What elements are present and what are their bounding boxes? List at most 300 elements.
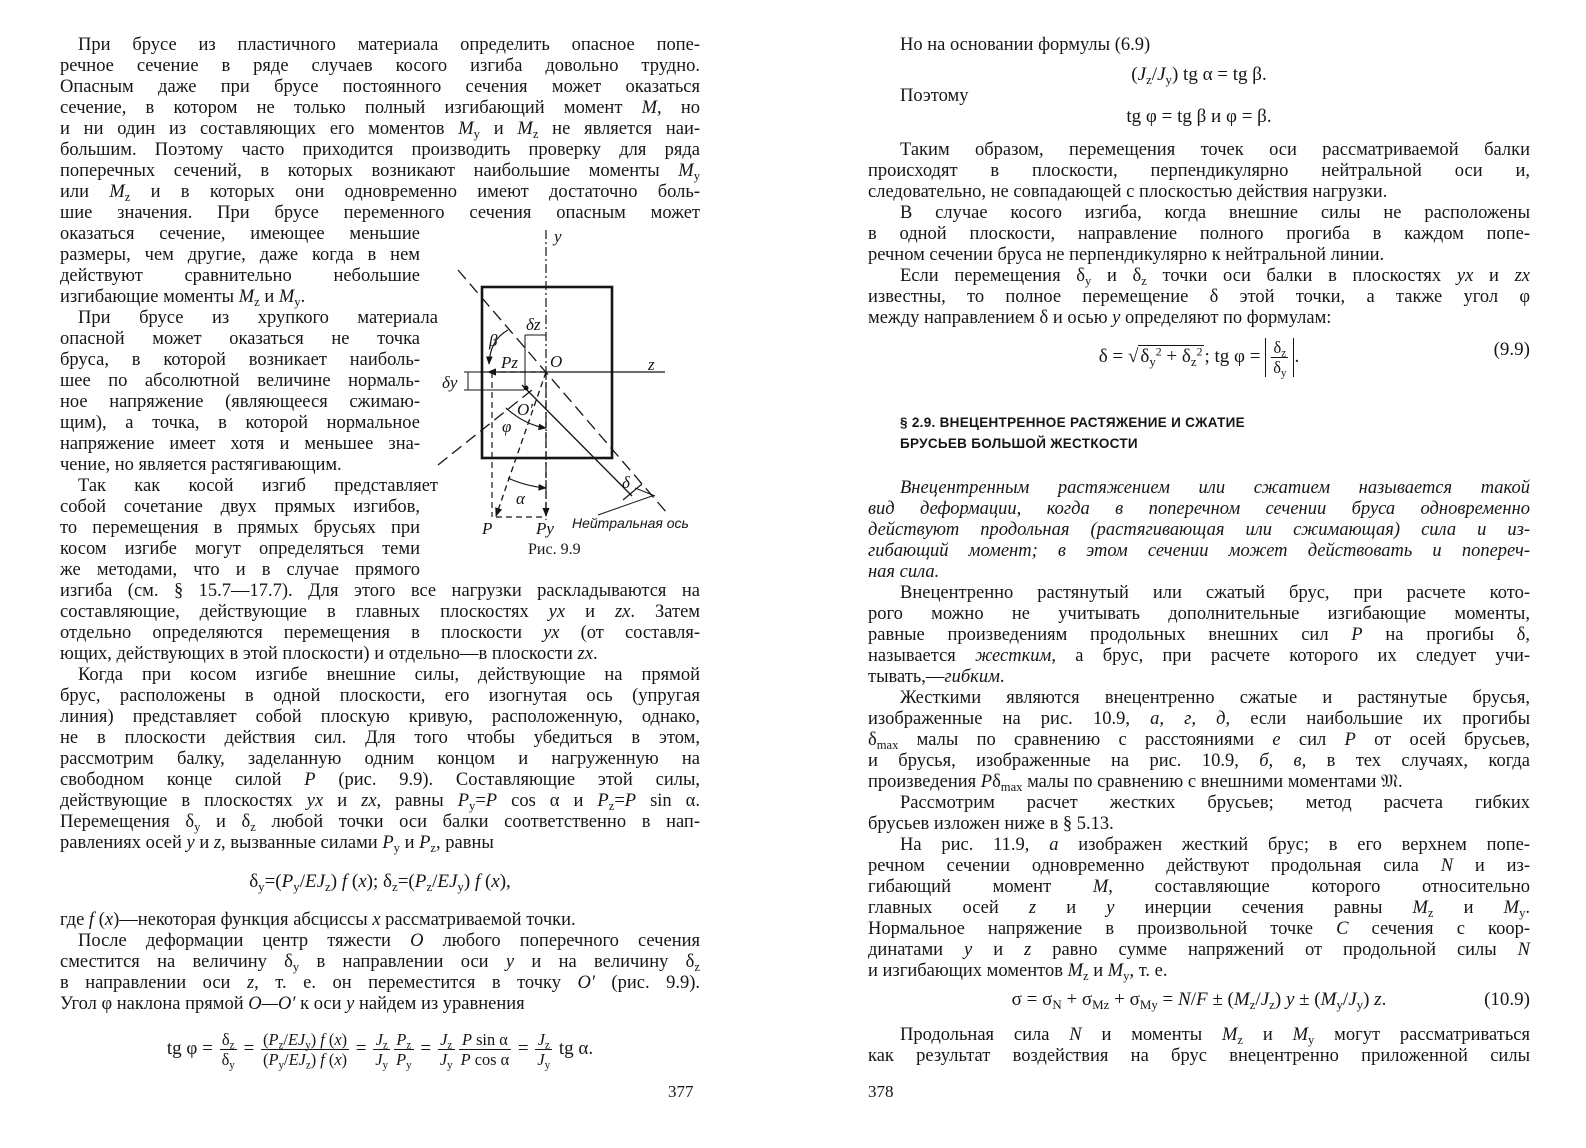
text-line: косом изгибе могут определяться теми [60, 539, 420, 559]
displaced-axis-line [522, 385, 632, 496]
text-run: ) [463, 871, 475, 892]
text-run: , т. е. [1129, 961, 1168, 981]
text-run: =( [397, 871, 415, 892]
text-run: и моменты [1081, 1025, 1222, 1045]
text-run: / [1255, 989, 1261, 1010]
text-run: рассматриваемой точки. [380, 910, 576, 930]
text-run: / [299, 871, 305, 892]
formula-line [868, 338, 1530, 380]
text-run: и δ [1091, 266, 1142, 286]
text-run: , а брус, при расчете которого их следует учи- [1051, 646, 1531, 666]
italic-symbol: y [1285, 989, 1295, 1010]
text-run: ) [310, 1030, 321, 1049]
text-run: равно сумме напряжений от продольной силы [1031, 940, 1518, 960]
text-run: ) [1363, 989, 1375, 1010]
subscript: z [430, 840, 436, 855]
text-line [60, 973, 700, 994]
text-run: равные произведениям продольных внешних сил [868, 625, 1352, 645]
text-line [868, 1025, 1530, 1046]
text-run: инерции сечения равны [1114, 898, 1413, 918]
definition-paragraph [868, 478, 1530, 583]
text-run: и [479, 119, 518, 139]
text-run: в направлении оси [60, 973, 247, 993]
italic-symbol: M [458, 119, 474, 139]
italic-symbol: yx [543, 623, 560, 643]
text-run: / [1190, 989, 1196, 1010]
text-run: на прогибы δ, [1362, 625, 1531, 645]
subscript: z [1146, 71, 1152, 87]
italic-symbol: M [1503, 898, 1520, 918]
subscript: z [532, 126, 539, 141]
text-run: точки оси балки в плоскостях [1146, 266, 1457, 286]
text-line [868, 541, 1530, 562]
text-line: ное напряжение (являющееся сжимаю- [60, 392, 420, 412]
formula-line [60, 1030, 700, 1072]
beta-label: β [489, 331, 498, 350]
text-run: . [1525, 898, 1531, 918]
text-run: и ни один из составляющих его моментов [60, 119, 459, 139]
text-run: / [1342, 989, 1349, 1010]
text-line: В случае косого изгиба, когда внешние силы не расположены [900, 203, 1530, 223]
text-line [60, 812, 700, 833]
italic-symbol: гибким [944, 667, 1000, 687]
subscript: y [305, 1039, 311, 1052]
text-run: ) tg α = tg β. [1171, 64, 1267, 85]
paragraph [868, 86, 1530, 107]
text-run: сечения с коор- [1348, 919, 1530, 939]
text-run: δ [1140, 345, 1150, 367]
subscript: z [1427, 905, 1434, 920]
formula-deflections [60, 870, 700, 894]
italic-symbol: J [439, 1050, 448, 1069]
text-run: поперечных сечений, в которых возникают наибольшие моменты [60, 161, 679, 181]
subscript: Mz [1092, 996, 1110, 1012]
italic-symbol: M [1233, 989, 1250, 1010]
numerator [438, 1030, 455, 1050]
absolute-value [1265, 338, 1294, 380]
fraction [459, 1030, 511, 1069]
alpha-label: α [516, 489, 525, 508]
subscript: y [1165, 71, 1172, 87]
italic-symbol: N [1178, 989, 1191, 1010]
text-line: речном сечении бруса не перпендикулярно к нейтральной линии. [868, 245, 1385, 265]
text-line [868, 478, 1530, 499]
text-line [868, 667, 1530, 688]
subscript: y [469, 798, 476, 813]
italic-symbol: zx [1514, 266, 1530, 286]
text-line [60, 770, 700, 791]
subscript: y [1308, 1032, 1315, 1047]
text-line: При брусе из хрупкого материала [78, 308, 438, 328]
numerator [535, 1030, 552, 1050]
text-run: малы по сравнению с внешними моментами 𝔐. [1022, 772, 1403, 792]
subscript: z [1190, 353, 1197, 369]
text-run: или [60, 182, 110, 202]
text-run: , составляющие которого относительно [1108, 877, 1530, 897]
z-axis-label: z [648, 355, 655, 374]
text-run: и [972, 940, 1025, 960]
italic-symbol: x [334, 1030, 342, 1049]
text-run: могут рассматриваться [1314, 1025, 1530, 1045]
formula-line [868, 105, 1530, 129]
text-run: и [259, 287, 279, 307]
formula-9-9 [868, 338, 1530, 380]
italic-symbol: f [341, 871, 348, 892]
text-run: . [1294, 345, 1300, 367]
paragraph [868, 140, 1530, 203]
text-line [60, 602, 700, 623]
text-run: отдельно определяются перемещения в плоскости [60, 623, 544, 643]
force-pz-label: Pz [501, 353, 518, 372]
subscript: y [292, 959, 300, 974]
italic-symbol: M [278, 287, 295, 307]
superscript: 2 [1155, 345, 1162, 359]
text-run: / [283, 1030, 288, 1049]
text-run: действующие в плоскостях [60, 791, 307, 811]
text-run: . [300, 287, 306, 307]
italic-symbol: M [1221, 1025, 1238, 1045]
text-line: Но на основании формулы (6.9) [900, 35, 1151, 55]
italic-symbol: а [1049, 835, 1059, 855]
text-run: . Затем [630, 602, 700, 622]
text-run: δ [868, 730, 877, 750]
italic-symbol: EJ [287, 1030, 306, 1049]
fraction [220, 1030, 237, 1072]
subscript: z [250, 819, 256, 834]
italic-symbol: J [1137, 64, 1147, 85]
italic-symbol: а, г, д [1150, 709, 1226, 729]
italic-symbol: M [517, 119, 533, 139]
numerator [261, 1030, 349, 1050]
text-line: рассмотрим балку, заделанную одним концом и нагруженную на [60, 749, 700, 769]
subscript: y [693, 168, 700, 183]
text-run: и из- [1453, 856, 1530, 876]
subscript: y [258, 878, 265, 894]
italic-symbol: f [320, 1030, 325, 1049]
text-run: . [592, 644, 598, 664]
text-line: шие значения. При брусе переменного сечения опасным может [60, 203, 700, 223]
italic-symbol: Внецентренным растяжением или сжатием называется такой [900, 478, 1530, 498]
italic-symbol: P [382, 833, 394, 853]
text-run: гибающий момент [868, 877, 1093, 897]
text-line [60, 182, 700, 203]
text-line [868, 940, 1530, 961]
text-run: δ [992, 772, 1001, 792]
text-run: называется [868, 646, 976, 666]
subscript: max [876, 737, 899, 752]
text-line: не в плоскости действия сил. Для того чтобы убедиться в этом, [60, 728, 700, 748]
text-run: ( [324, 1030, 335, 1049]
text-run: равлениях осей [60, 833, 187, 853]
text-run: (рис. 9.9). Составляющие этой силы, [315, 770, 701, 790]
italic-symbol: f [88, 910, 95, 930]
text-line [60, 287, 420, 308]
italic-symbol: P [1351, 625, 1363, 645]
text-run: ± ( [1207, 989, 1234, 1010]
text-line: бруса, в которой возникает наиболь- [60, 350, 420, 370]
italic-symbol: P [414, 871, 427, 892]
text-run: речном сечении одновременно действуют продольная сила [868, 856, 1441, 876]
text-line: действуют сравнительно небольшие [60, 266, 420, 286]
text-line [868, 961, 1530, 982]
italic-symbol: P [624, 791, 637, 811]
subscript: y [1519, 905, 1526, 920]
italic-symbol: гибающий момент; в этом сечении может действовать и попереч- [868, 541, 1530, 561]
text-run: + δ [1161, 345, 1191, 367]
text-run: (от составля- [559, 623, 700, 643]
text-line: известны, то полное перемещение δ этой точки, а также угол φ [868, 287, 1530, 307]
text-line: линия) представляет собой плоскую кривую, расположенную, однако, [60, 707, 700, 727]
text-run: δ = [1098, 345, 1128, 367]
italic-symbol: yx [306, 791, 324, 811]
text-line: брусьев изложен ниже в § 5.13. [868, 814, 1114, 834]
italic-symbol: J [537, 1050, 545, 1069]
subscript: z [544, 1039, 550, 1052]
italic-symbol: x [372, 910, 381, 930]
text-line: шее по абсолютной величине нормаль- [60, 371, 420, 391]
neutral-axis-label: Нейтральная ось [572, 515, 689, 531]
subscript: z [1141, 273, 1147, 288]
italic-symbol: F [1195, 989, 1208, 1010]
italic-symbol: O′ [577, 973, 595, 993]
subscript: y [406, 1059, 412, 1072]
italic-symbol: J [1157, 64, 1166, 85]
page-number: 377 [668, 1082, 694, 1101]
text-run: cos α [470, 1050, 510, 1069]
text-line: Когда при косом изгибе внешние силы, действующие на прямой [78, 665, 700, 685]
subscript: y [393, 840, 400, 855]
text-run: = [614, 791, 625, 811]
text-line [868, 625, 1530, 646]
text-line [60, 791, 700, 812]
italic-symbol: P [396, 1050, 407, 1069]
neutral-axis-line [458, 270, 667, 513]
italic-symbol: x [491, 871, 500, 892]
text-line [60, 119, 700, 140]
text-line [868, 919, 1530, 940]
text-line [60, 833, 700, 854]
fraction [261, 1030, 349, 1072]
denominator [373, 1050, 390, 1072]
italic-symbol: O—O′ [248, 994, 296, 1014]
text-run: + σ [1109, 989, 1140, 1010]
text-run: , если наибольшие их прогибы [1225, 709, 1531, 729]
text-line [60, 623, 700, 644]
subscript: z [406, 1039, 412, 1052]
text-run: и [1473, 266, 1515, 286]
page-number: 378 [868, 1082, 894, 1101]
equation-number: (9.9) [1493, 339, 1530, 360]
fraction [535, 1030, 552, 1072]
subscript: y [293, 878, 300, 894]
subscript: y [1123, 968, 1130, 983]
text-run: ( [1131, 64, 1138, 85]
text-run: изображен жесткий брус; в его верхнем попе- [1058, 835, 1531, 855]
text-run: главных осей [868, 898, 1029, 918]
text-line: Внецентренно растянутый или сжатый брус, при расчете кото- [900, 583, 1530, 603]
text-run: где [60, 910, 89, 930]
text-run: = [351, 1037, 372, 1059]
text-run: ( [263, 1030, 269, 1049]
italic-symbol: M [1067, 961, 1083, 981]
italic-symbol: N [1069, 1025, 1082, 1045]
italic-symbol: J [1260, 989, 1270, 1010]
subscript: z [694, 959, 700, 974]
subscript: z [305, 1059, 311, 1072]
text-run: cos α и [497, 791, 598, 811]
text-line: в одной плоскости, направление полного прогиба в каждом попе- [868, 224, 1530, 244]
text-run: / [284, 1050, 289, 1069]
text-run: сил [1280, 730, 1345, 750]
italic-symbol: M [1412, 898, 1428, 918]
formula-line [868, 988, 1530, 1012]
text-run: Угол φ наклона прямой [60, 994, 249, 1014]
italic-symbol: y [346, 994, 355, 1014]
italic-symbol: P [460, 1050, 471, 1069]
subscript: y [194, 819, 201, 834]
y-axis-label: y [554, 227, 562, 246]
text-run: ± ( [1294, 989, 1321, 1010]
italic-symbol: O [410, 931, 424, 951]
text-line [868, 308, 1530, 329]
text-line: размеры, чем другие, даже когда в нем [60, 245, 420, 265]
text-line: то перемещения в прямых брусьях при [60, 518, 420, 538]
italic-symbol: J [537, 1030, 545, 1049]
italic-symbol: f [320, 1050, 325, 1069]
figure-caption: Рис. 9.9 [528, 541, 581, 558]
paragraph [60, 665, 700, 854]
subscript: z [608, 798, 615, 813]
text-run: ( [480, 871, 492, 892]
text-line [868, 835, 1530, 856]
subscript: N [1052, 996, 1062, 1012]
text-line: Так как косой изгиб представляет [78, 476, 438, 496]
text-run: любого поперечного сечения [423, 931, 701, 951]
italic-symbol: P [268, 1050, 279, 1069]
right-page [793, 0, 1586, 1148]
text-run: и [1433, 898, 1504, 918]
text-line [868, 730, 1530, 751]
text-line: чение, но является растягивающим. [60, 455, 342, 475]
text-run: ); δ [366, 871, 392, 892]
italic-symbol: M [238, 287, 255, 307]
text-line [868, 520, 1530, 541]
paragraph [868, 35, 1530, 56]
text-line [60, 952, 700, 973]
formula-tg-phi [60, 1030, 700, 1072]
text-line: собой сочетание двух прямых изгибов, [60, 497, 420, 517]
text-run: не является наи- [538, 119, 700, 139]
text-line: Поэтому [900, 86, 969, 106]
fraction [438, 1030, 455, 1072]
text-run: δ [1273, 358, 1281, 377]
text-run: = [238, 1037, 260, 1059]
subscript: My [1139, 996, 1158, 1012]
italic-symbol: P [281, 871, 294, 892]
italic-symbol: C [1336, 919, 1349, 939]
paragraph [60, 910, 700, 931]
text-line [868, 751, 1530, 772]
italic-symbol: z [246, 973, 255, 993]
text-run: tg φ = tg β и φ = β. [1126, 106, 1272, 127]
italic-symbol: M [641, 98, 658, 118]
text-line [868, 499, 1530, 520]
italic-symbol: P [304, 770, 316, 790]
italic-symbol: J [375, 1030, 383, 1049]
text-run: и на величину δ [514, 952, 695, 972]
text-line [60, 910, 700, 931]
text-run: малы по сравнению с расстояниями [898, 730, 1273, 750]
text-line: речное сечение в ряде случаев косого изгиба довольно трудно. [60, 56, 700, 76]
subscript: max [1000, 779, 1023, 794]
text-line: щим), а точка, в которой нормальное [60, 413, 420, 433]
text-line [868, 772, 1530, 793]
formula-line [60, 870, 700, 894]
subscript: y [1149, 353, 1156, 369]
text-run: ( [263, 1050, 269, 1069]
italic-symbol: J [440, 1030, 448, 1049]
italic-symbol: yx [1456, 266, 1474, 286]
text-run: sin α [471, 1030, 508, 1049]
subscript: y [1280, 367, 1287, 380]
fraction [1271, 338, 1288, 380]
displaced-origin-label: O′ [517, 400, 533, 419]
text-line: Рассмотрим расчет жестких брусьев; метод расчета гибких [900, 793, 1530, 813]
text-line: изгиба (см. § 15.7—17.7). Для этого все нагрузки раскладываются на [60, 581, 700, 601]
text-line [60, 161, 700, 182]
italic-symbol: EJ [288, 1050, 306, 1069]
text-run: , т. е. он переместится в точку [254, 973, 578, 993]
text-line [60, 994, 700, 1015]
formula-phi-beta [868, 105, 1530, 129]
text-run: изображенные на рис. 10.9, [868, 709, 1151, 729]
text-line: брус, расположены в одной плоскости, его изогнутая ось (упругая [60, 686, 700, 706]
subscript: y [278, 1059, 285, 1072]
denominator [220, 1050, 237, 1072]
text-run: ) [310, 1050, 321, 1069]
text-run: в направлении оси [299, 952, 506, 972]
text-run: σ = σ [1011, 989, 1053, 1010]
text-run: , но [657, 98, 700, 118]
text-run: = [513, 1037, 534, 1059]
text-run: tg α. [554, 1037, 594, 1059]
text-run: определяют по формулам: [1120, 308, 1332, 328]
text-run: , равны [376, 791, 458, 811]
italic-symbol: P [419, 833, 431, 853]
text-run: δ [221, 1030, 230, 1049]
radical-sign-icon: √ [1127, 345, 1139, 367]
denominator [535, 1050, 552, 1072]
subscript: y [544, 1059, 551, 1072]
text-run: (рис. 9.9). [594, 973, 700, 993]
italic-symbol: y [1106, 898, 1115, 918]
subscript: z [229, 1039, 235, 1052]
text-run: тывать,— [868, 667, 945, 687]
text-run: от осей брусьев, [1355, 730, 1530, 750]
text-run: / [1151, 64, 1158, 85]
paragraph [868, 1025, 1530, 1067]
italic-symbol: P [462, 1030, 472, 1049]
italic-symbol: z [1028, 898, 1037, 918]
subscript: z [391, 878, 398, 894]
delta-label: δ [622, 473, 630, 492]
numerator [459, 1030, 511, 1050]
italic-symbol: x [104, 910, 114, 930]
italic-symbol: N [1517, 940, 1531, 960]
italic-symbol: N [1440, 856, 1454, 876]
delta-z-label: δz [526, 315, 541, 334]
italic-symbol: б, в [1259, 751, 1302, 771]
